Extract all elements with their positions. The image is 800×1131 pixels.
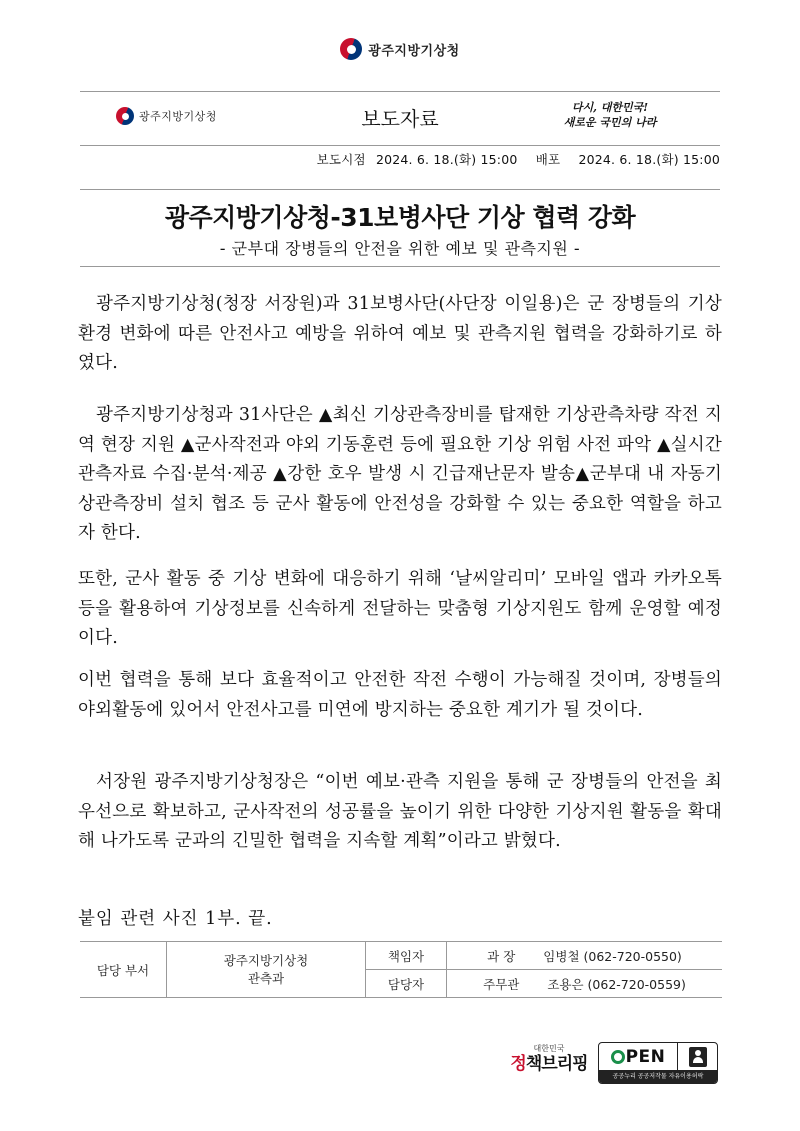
policy-briefing-logo [508,1043,590,1074]
distribution-label: 배포 [535,152,561,167]
dept-name [167,942,366,998]
contact-role: 담당자 [366,970,447,998]
person-attribution-icon [689,1047,707,1067]
contact-title: 주무관 [483,976,520,992]
attribution-icon-area [678,1043,717,1070]
press-release-header [80,91,720,146]
title-box [80,189,720,267]
sub-title: - 군부대 장병들의 안전을 위한 예보 및 관측지원 - [219,239,581,258]
header-org-name: 광주지방기상청 [139,110,217,123]
policy-briefing-small-text: 대한민국 [533,1044,565,1053]
slogan-line-1: 다시, 대한민국! [571,101,649,114]
contact-row [80,942,722,970]
contact-value [447,970,723,998]
contact-name-phone: 임병철 (062-720-0550) [543,948,682,964]
dept-label: 담당 부서 [80,942,167,998]
body-paragraph-1: 광주지방기상청(청장 서장원)과 31보병사단(사단장 이일용)은 군 장병들의 기상환경 변화에 따른 안전사고 예방을 위하여 예보 및 관측지원 협력을 강화하기로 하였다. [78,294,722,373]
attachment-note: 붙임 관련 사진 1부. 끝. [78,909,273,929]
top-logo-text: 광주지방기상청 [368,43,460,59]
doc-type-title: 보도자료 [361,107,439,131]
report-time-label: 보도시점 [316,152,366,167]
open-logo [599,1043,678,1070]
policy-briefing-text [508,1054,590,1074]
body-paragraph-5: 서장원 광주지방기상청장은 “이번 예보·관측 지원을 통해 군 장병들의 안전을 최우선으로 확보하고, 군사작전의 성공률을 높이기 위한 다양한 기상지원 활동을 확대해 나가도록 군과의 긴밀한 협력을 지속할 계획”이라고 밝혔다. [78,772,722,851]
contact-table [80,941,722,998]
contact-role: 책임자 [366,942,447,970]
policy-briefing-red-char: 정 [510,1054,526,1074]
contact-title: 과 장 [487,948,516,964]
release-dates [300,150,720,168]
dept-name-line-2: 관측과 [247,970,285,986]
slogan-line-2: 새로운 국민의 나라 [563,116,657,129]
report-time-value: 2024. 6. 18.(화) 15:00 [375,152,518,167]
policy-briefing-rest: 책브리핑 [525,1054,588,1074]
open-text: PEN [625,1046,666,1067]
contact-name-phone: 조용은 (062-720-0559) [547,976,686,992]
main-title: 광주지방기상청-31보병사단 기상 협력 강화 [164,203,636,232]
distribution-value: 2024. 6. 18.(화) 15:00 [578,152,720,167]
top-logo [0,38,800,60]
government-emblem-icon [340,38,362,60]
kogl-open-badge [598,1042,718,1084]
body-paragraph-2: 광주지방기상청과 31사단은 ▲최신 기상관측장비를 탑재한 기상관측차량 작전 지역 현장 지원 ▲군사작전과 야외 기동훈련 등에 필요한 기상 위험 사전 파악 ▲실시간 관측자료 수집·분석·제공 ▲강한 호우 발생 시 긴급재난문자 발송▲군부대 내 자동기상관측장비 설치 협조 등 군사 활동에 안전성을 강화할 수 있는 중요한 역할을 하고자 한다. [78,405,722,543]
dept-name-line-1: 광주지방기상청 [223,952,309,968]
contact-value [447,942,723,970]
slogan [550,100,670,130]
open-caption: 공공누리 공공저작물 자유이용허락 [599,1070,717,1083]
body-paragraph-4: 이번 협력을 통해 보다 효율적이고 안전한 작전 수행이 가능해질 것이며, 장병들의 야외활동에 있어서 안전사고를 미연에 방지하는 중요한 계기가 될 것이다. [78,670,722,720]
open-o-icon [611,1050,625,1064]
body-paragraph-3: 또한, 군사 활동 중 기상 변화에 대응하기 위해 ‘날씨알리미’ 모바일 앱과 카카오톡 등을 활용하여 기상정보를 신속하게 전달하는 맞춤형 기상지원도 함께 운영할 예정이다. [78,569,722,648]
